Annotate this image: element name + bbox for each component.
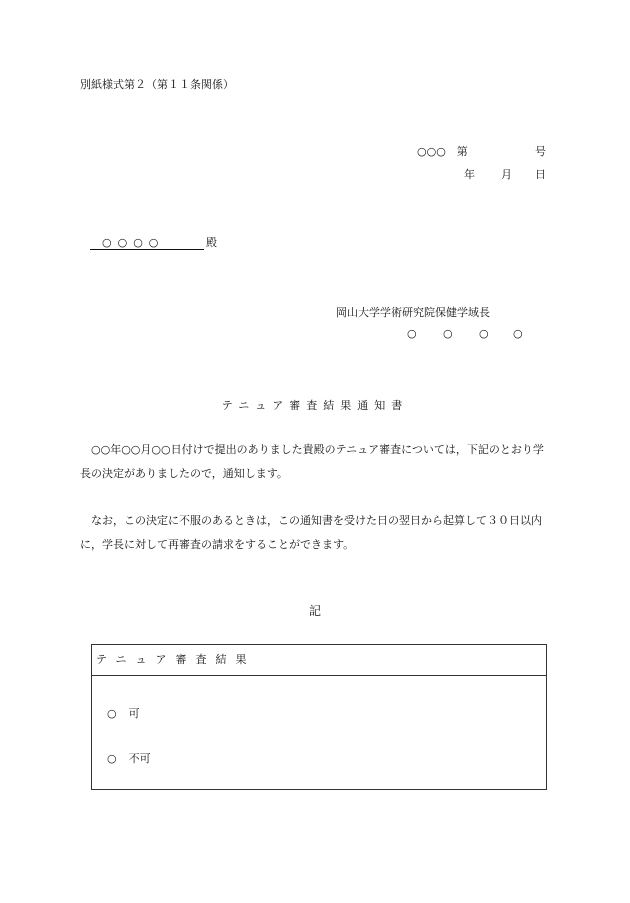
form-label: 別紙様式第２（第１１条関係）: [80, 78, 234, 91]
body-paragraph: なお，この決定に不服のあるときは，この通知書を受けた日の翌日から起算して３０日以内に，学長に対して再審査の請求をすることができます。: [80, 514, 542, 551]
ki-heading: 記: [308, 604, 321, 618]
document-number: [417, 143, 546, 159]
addressee-name: ○○○○: [90, 236, 204, 250]
date-year: 年: [464, 168, 475, 181]
result-option-fail: [107, 750, 151, 766]
body-paragraph: ○○年○○月○○日付けで提出のありました貴殿のテニュア審査については，下記のとおり学長の決定がありましたので，通知します。: [80, 443, 544, 480]
result-table: [91, 644, 547, 790]
document-number-suffix: 号: [535, 145, 546, 158]
date-month: 月: [501, 168, 512, 181]
sender-name-mark: ○: [479, 327, 489, 340]
addressee: [90, 234, 217, 250]
date-day: 日: [535, 168, 546, 181]
option-mark: ○: [107, 752, 117, 765]
option-label: 可: [128, 707, 140, 720]
document-number-prefix: ○○○ 第: [417, 145, 468, 158]
sender-name-mark: ○: [407, 327, 417, 340]
result-table-header: テニュア審査結果: [92, 645, 546, 676]
document-title: テニュア審査結果通知書: [221, 399, 409, 412]
option-mark: ○: [107, 707, 117, 720]
sender-organization: 岡山大学学術研究院保健学域長: [336, 306, 490, 319]
sender-name-mark: ○: [513, 327, 523, 340]
sender-name-mark: ○: [443, 327, 453, 340]
result-option-pass: [107, 705, 140, 721]
addressee-honorific: 殿: [206, 236, 217, 249]
option-label: 不可: [128, 752, 151, 765]
